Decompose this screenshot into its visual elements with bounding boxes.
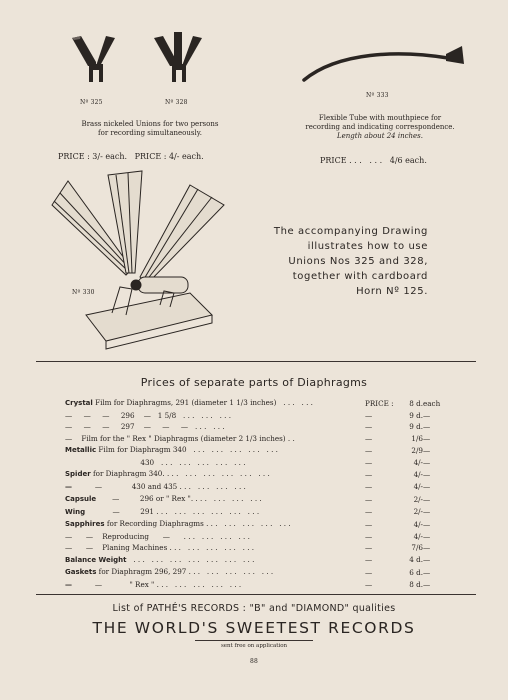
table-row [65, 493, 457, 506]
divider-top [36, 361, 476, 362]
part-description [65, 397, 365, 410]
price-marker: — [365, 469, 373, 479]
union-325-label: Nº 325 [80, 99, 103, 106]
price-unit: — [423, 543, 431, 552]
union-328-icon [150, 30, 210, 88]
price-unit: — [423, 519, 431, 529]
part-description [65, 531, 365, 543]
price-unit: — [423, 531, 431, 541]
headline: THE WORLD'S SWEETEST RECORDS [92, 619, 416, 637]
part-description [65, 433, 365, 445]
part-description [65, 421, 365, 433]
price-value: 4/- [413, 469, 423, 479]
part-description [65, 457, 365, 469]
table-row [65, 433, 457, 445]
part-detail: Film for Diaphragms, 291 (diameter 1 1/3 inches) . . . . . . [92, 398, 313, 407]
price-value: 4/- [413, 457, 423, 467]
part-description [65, 566, 365, 579]
part-description [65, 493, 365, 506]
price-marker: PRICE : [365, 398, 394, 408]
part-detail: — — Planing Machines . . . . . . . . . . . . . . . [65, 543, 255, 552]
price-unit: — [423, 482, 431, 491]
price-value: 4 d. [409, 555, 423, 564]
part-name: Spider [65, 470, 91, 478]
phonograph-label: Nº 330 [72, 289, 95, 296]
price-marker: — [365, 555, 373, 564]
parts-title: Prices of separate parts of Diaphragms [140, 376, 368, 389]
price-value: 4/- [413, 482, 423, 491]
part-description [65, 518, 365, 531]
unions-price: PRICE : 3/- each. PRICE : 4/- each. [58, 152, 204, 161]
part-name: Capsule [65, 495, 97, 503]
price-unit: — [423, 580, 431, 589]
price-unit: — [423, 457, 431, 467]
price-unit: — [423, 567, 431, 577]
part-detail: — 296 or " Rex ". . . . . . . . . . . . . [96, 494, 262, 503]
part-detail: — — — 297 — — — . . . . . . [65, 422, 225, 431]
unions-description: Brass nickeled Unions for two persons for recording simultaneously. [81, 120, 219, 137]
price-value: 1/6 [411, 433, 423, 443]
price-marker: — [365, 519, 373, 529]
part-detail: . . . . . . . . . . . . . . . . . . . . . [126, 554, 255, 564]
price-unit: — [423, 445, 431, 455]
part-name: — [65, 580, 72, 589]
part-name: — [65, 482, 72, 491]
union-328-label: Nº 328 [165, 99, 188, 106]
part-detail: — Film for the " Rex " Diaphragms (diameter 2 1/3 inches) . . [65, 433, 295, 443]
price-unit: — [423, 494, 431, 504]
price-marker: — [365, 580, 373, 589]
price-value: 2/- [413, 507, 423, 516]
part-description [65, 444, 365, 457]
price-marker: — [365, 567, 373, 577]
tube-price: PRICE . . . . . . 4/6 each. [320, 156, 427, 165]
table-row [65, 506, 457, 519]
part-description [65, 481, 365, 494]
part-name: Crystal [65, 399, 93, 407]
table-row [65, 531, 457, 543]
part-detail: — — — 296 — 1 5/8 . . . . . . . . . [65, 410, 231, 420]
part-description [65, 506, 365, 519]
table-row [65, 410, 457, 422]
price-marker: — [365, 410, 373, 420]
part-name: Gaskets [65, 568, 97, 576]
divider-bottom [36, 594, 476, 595]
phonograph-illustration [40, 165, 250, 355]
price-marker: — [365, 482, 373, 491]
part-detail: for Diaphragm 296, 297 . . . . . . . . . . . . . . . [96, 567, 274, 576]
price-unit: — [423, 555, 431, 564]
price-value: 8 d. [409, 398, 423, 408]
flexible-tube-icon [298, 40, 468, 90]
price-value: 4/- [413, 519, 423, 529]
price-marker: — [365, 433, 373, 443]
price-value: 8 d. [409, 580, 423, 589]
price-unit: — [423, 507, 431, 516]
price-marker: — [365, 507, 373, 516]
table-row [65, 421, 457, 433]
price-marker: — [365, 445, 373, 455]
part-detail: — " Rex " . . . . . . . . . . . . . . . [72, 579, 242, 589]
part-name: Wing [65, 507, 86, 516]
price-value: 4/- [413, 531, 423, 541]
price-unit: — [423, 422, 431, 431]
price-marker: — [365, 494, 373, 504]
table-row [65, 554, 457, 567]
price-unit: — [423, 433, 431, 443]
table-row [65, 444, 457, 457]
price-marker: — [365, 543, 373, 552]
part-detail: Film for Diaphragm 340 . . . . . . . . . . . . . . . [96, 445, 278, 454]
part-detail: for Recording Diaphragms . . . . . . . . . . . . . . . [104, 519, 291, 528]
price-value: 2/9 [411, 445, 423, 455]
price-unit: — [423, 410, 431, 420]
sent-free-note: sent free on application [220, 643, 288, 649]
part-detail: — 430 and 435 . . . . . . . . . . . . [72, 481, 246, 491]
part-description [65, 410, 365, 422]
parts-price-table [65, 397, 457, 591]
tube-label: Nº 333 [366, 92, 389, 99]
part-name: Balance Weight [65, 555, 127, 564]
price-unit: — [423, 469, 431, 479]
table-row [65, 397, 457, 410]
part-detail: for Diaphragm 340. . . . . . . . . . . . . . . . . . . [90, 469, 270, 478]
part-description [65, 468, 365, 481]
records-list-line: List of PATHÉ'S RECORDS : "B" and "DIAMOND" qualities [112, 603, 396, 614]
table-row [65, 579, 457, 592]
price-value: 2/- [413, 494, 423, 504]
table-row [65, 518, 457, 531]
price-value: 9 d. [409, 410, 423, 420]
price-value: 6 d. [409, 567, 423, 577]
table-row [65, 566, 457, 579]
price-unit: each [423, 398, 441, 408]
part-detail: — — Reproducing — . . . . . . . . . . . . [65, 531, 250, 541]
price-value: 9 d. [409, 422, 423, 431]
table-row [65, 481, 457, 494]
part-description [65, 579, 365, 592]
part-description [65, 554, 365, 567]
headline-underline [195, 640, 313, 641]
table-row [65, 457, 457, 469]
price-marker: — [365, 457, 373, 467]
part-description [65, 542, 365, 554]
table-row [65, 468, 457, 481]
tube-description: Flexible Tube with mouthpiece for recording and indicating correspondence. Length about 24 inches. [305, 114, 455, 140]
price-value: 7/6 [411, 543, 423, 552]
part-name: Metallic [65, 446, 97, 454]
part-detail: 430 . . . . . . . . . . . . . . . [65, 457, 246, 467]
price-marker: — [365, 531, 373, 541]
table-row [65, 542, 457, 554]
part-name: Sapphires [65, 520, 105, 528]
price-marker: — [365, 422, 373, 431]
page-number: 88 [249, 658, 259, 665]
part-detail: — 291 . . . . . . . . . . . . . . . . . . [85, 506, 260, 516]
accompanying-text: The accompanying Drawing illustrates how to use Unions Nos 325 and 328, together with cardboard Horn Nº 125. [273, 226, 428, 297]
